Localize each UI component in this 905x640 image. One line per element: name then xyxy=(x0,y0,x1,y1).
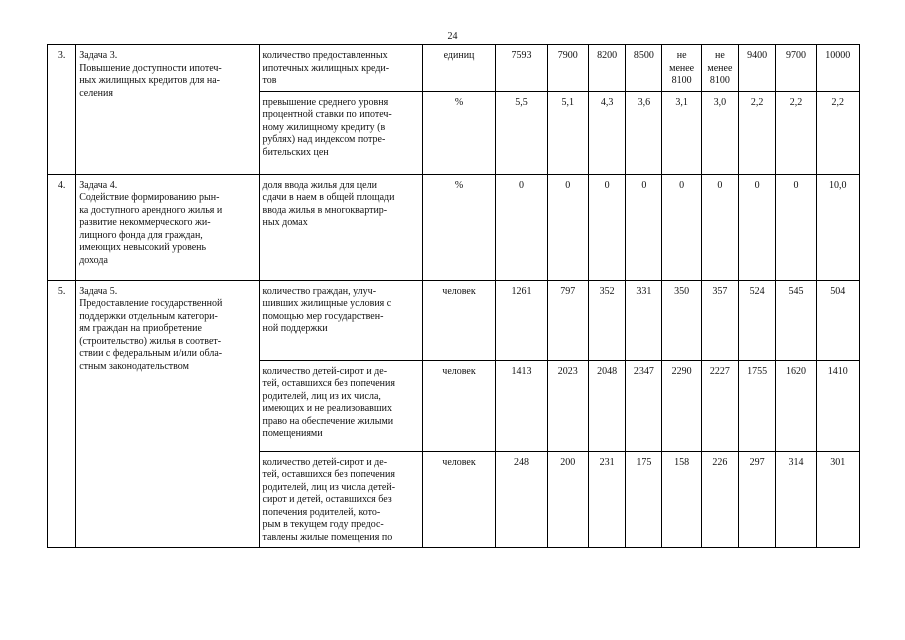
indicator-value: 7900 xyxy=(547,45,588,92)
indicator-unit: единиц xyxy=(422,45,496,92)
indicator-value: 2227 xyxy=(701,360,738,451)
indicator-value: 158 xyxy=(662,451,701,548)
indicator-value: 3,1 xyxy=(662,91,701,174)
indicator-name: количество предоставленных ипотечных жилищных креди- тов xyxy=(259,45,422,92)
indicator-value: 357 xyxy=(701,280,738,360)
indicator-value: 331 xyxy=(626,280,662,360)
indicator-value: 352 xyxy=(588,280,625,360)
indicator-value: 0 xyxy=(776,174,816,280)
indicator-value: 0 xyxy=(496,174,547,280)
indicator-value: 1261 xyxy=(496,280,547,360)
indicator-value: 3,0 xyxy=(701,91,738,174)
indicator-value: 2,2 xyxy=(739,91,776,174)
row-number: 3. xyxy=(48,45,76,175)
indicator-value: не менее 8100 xyxy=(701,45,738,92)
indicator-value: 1620 xyxy=(776,360,816,451)
table-row xyxy=(48,45,860,92)
indicator-value: 226 xyxy=(701,451,738,548)
indicators-table xyxy=(47,44,860,548)
indicator-value: 301 xyxy=(816,451,859,548)
indicator-value: 2,2 xyxy=(816,91,859,174)
indicator-value: 1413 xyxy=(496,360,547,451)
indicator-value: 2023 xyxy=(547,360,588,451)
indicator-value: 175 xyxy=(626,451,662,548)
row-number: 4. xyxy=(48,174,76,280)
indicator-value: 350 xyxy=(662,280,701,360)
indicator-name: доля ввода жилья для цели сдачи в наем в общей площади ввода жилья в многоквартир- ных домах xyxy=(259,174,422,280)
indicator-unit: человек xyxy=(422,360,496,451)
indicator-value: 2347 xyxy=(626,360,662,451)
indicator-value: 5,5 xyxy=(496,91,547,174)
indicator-value: 200 xyxy=(547,451,588,548)
indicator-value: 9700 xyxy=(776,45,816,92)
indicator-value: 2,2 xyxy=(776,91,816,174)
indicator-value: 0 xyxy=(588,174,625,280)
indicator-name: количество детей-сирот и де- тей, оставшихся без попечения родителей, лиц из числа детей- сирот и детей, оставшихся без попечения родителей, кото- рым в текущем году предос- тавлены жилые помещения по xyxy=(259,451,422,548)
indicator-value: 797 xyxy=(547,280,588,360)
indicator-value: 5,1 xyxy=(547,91,588,174)
indicator-value: 231 xyxy=(588,451,625,548)
indicator-unit: человек xyxy=(422,451,496,548)
indicator-value: 0 xyxy=(547,174,588,280)
task-description: Задача 4. Содействие формированию рын- ка доступного арендного жилья и развитие некоммерческого жи- лищного фонда для граждан, имеющих невысокий уровень дохода xyxy=(76,174,259,280)
indicator-value: 4,3 xyxy=(588,91,625,174)
indicator-name: превышение среднего уровня процентной ставки по ипотеч- ному жилищному кредиту (в рублях) над индексом потре- бительских цен xyxy=(259,91,422,174)
indicator-value: 9400 xyxy=(739,45,776,92)
indicator-value: 2048 xyxy=(588,360,625,451)
indicator-value: не менее 8100 xyxy=(662,45,701,92)
indicator-value: 10000 xyxy=(816,45,859,92)
page-number: 24 xyxy=(447,31,458,42)
indicator-value: 297 xyxy=(739,451,776,548)
table-body xyxy=(48,45,860,548)
indicator-value: 545 xyxy=(776,280,816,360)
indicator-unit: человек xyxy=(422,280,496,360)
indicator-value: 8500 xyxy=(626,45,662,92)
indicator-value: 0 xyxy=(626,174,662,280)
indicator-name: количество граждан, улуч- шивших жилищные условия с помощью мер государствен- ной поддержки xyxy=(259,280,422,360)
indicator-value: 0 xyxy=(701,174,738,280)
table-row xyxy=(48,174,860,280)
row-number: 5. xyxy=(48,280,76,548)
indicator-value: 8200 xyxy=(588,45,625,92)
indicator-unit: % xyxy=(422,91,496,174)
indicator-value: 2290 xyxy=(662,360,701,451)
indicator-value: 1755 xyxy=(739,360,776,451)
indicator-value: 1410 xyxy=(816,360,859,451)
indicator-value: 0 xyxy=(739,174,776,280)
indicator-value: 7593 xyxy=(496,45,547,92)
task-description: Задача 3. Повышение доступности ипотеч- ных жилищных кредитов для на- селения xyxy=(76,45,259,175)
indicator-value: 524 xyxy=(739,280,776,360)
indicator-value: 3,6 xyxy=(626,91,662,174)
indicator-value: 0 xyxy=(662,174,701,280)
indicator-value: 248 xyxy=(496,451,547,548)
indicator-value: 314 xyxy=(776,451,816,548)
indicator-unit: % xyxy=(422,174,496,280)
indicator-name: количество детей-сирот и де- тей, оставшихся без попечения родителей, лиц из их числа, имеющих и не реализовавших право на обеспечение жилыми помещениями xyxy=(259,360,422,451)
indicator-value: 10,0 xyxy=(816,174,859,280)
indicator-value: 504 xyxy=(816,280,859,360)
table-row xyxy=(48,280,860,360)
task-description: Задача 5. Предоставление государственной поддержки отдельным категори- ям граждан на приобретение (строительство) жилья в соответ- ствии с федеральным и/или обла- стным законодательством xyxy=(76,280,259,548)
